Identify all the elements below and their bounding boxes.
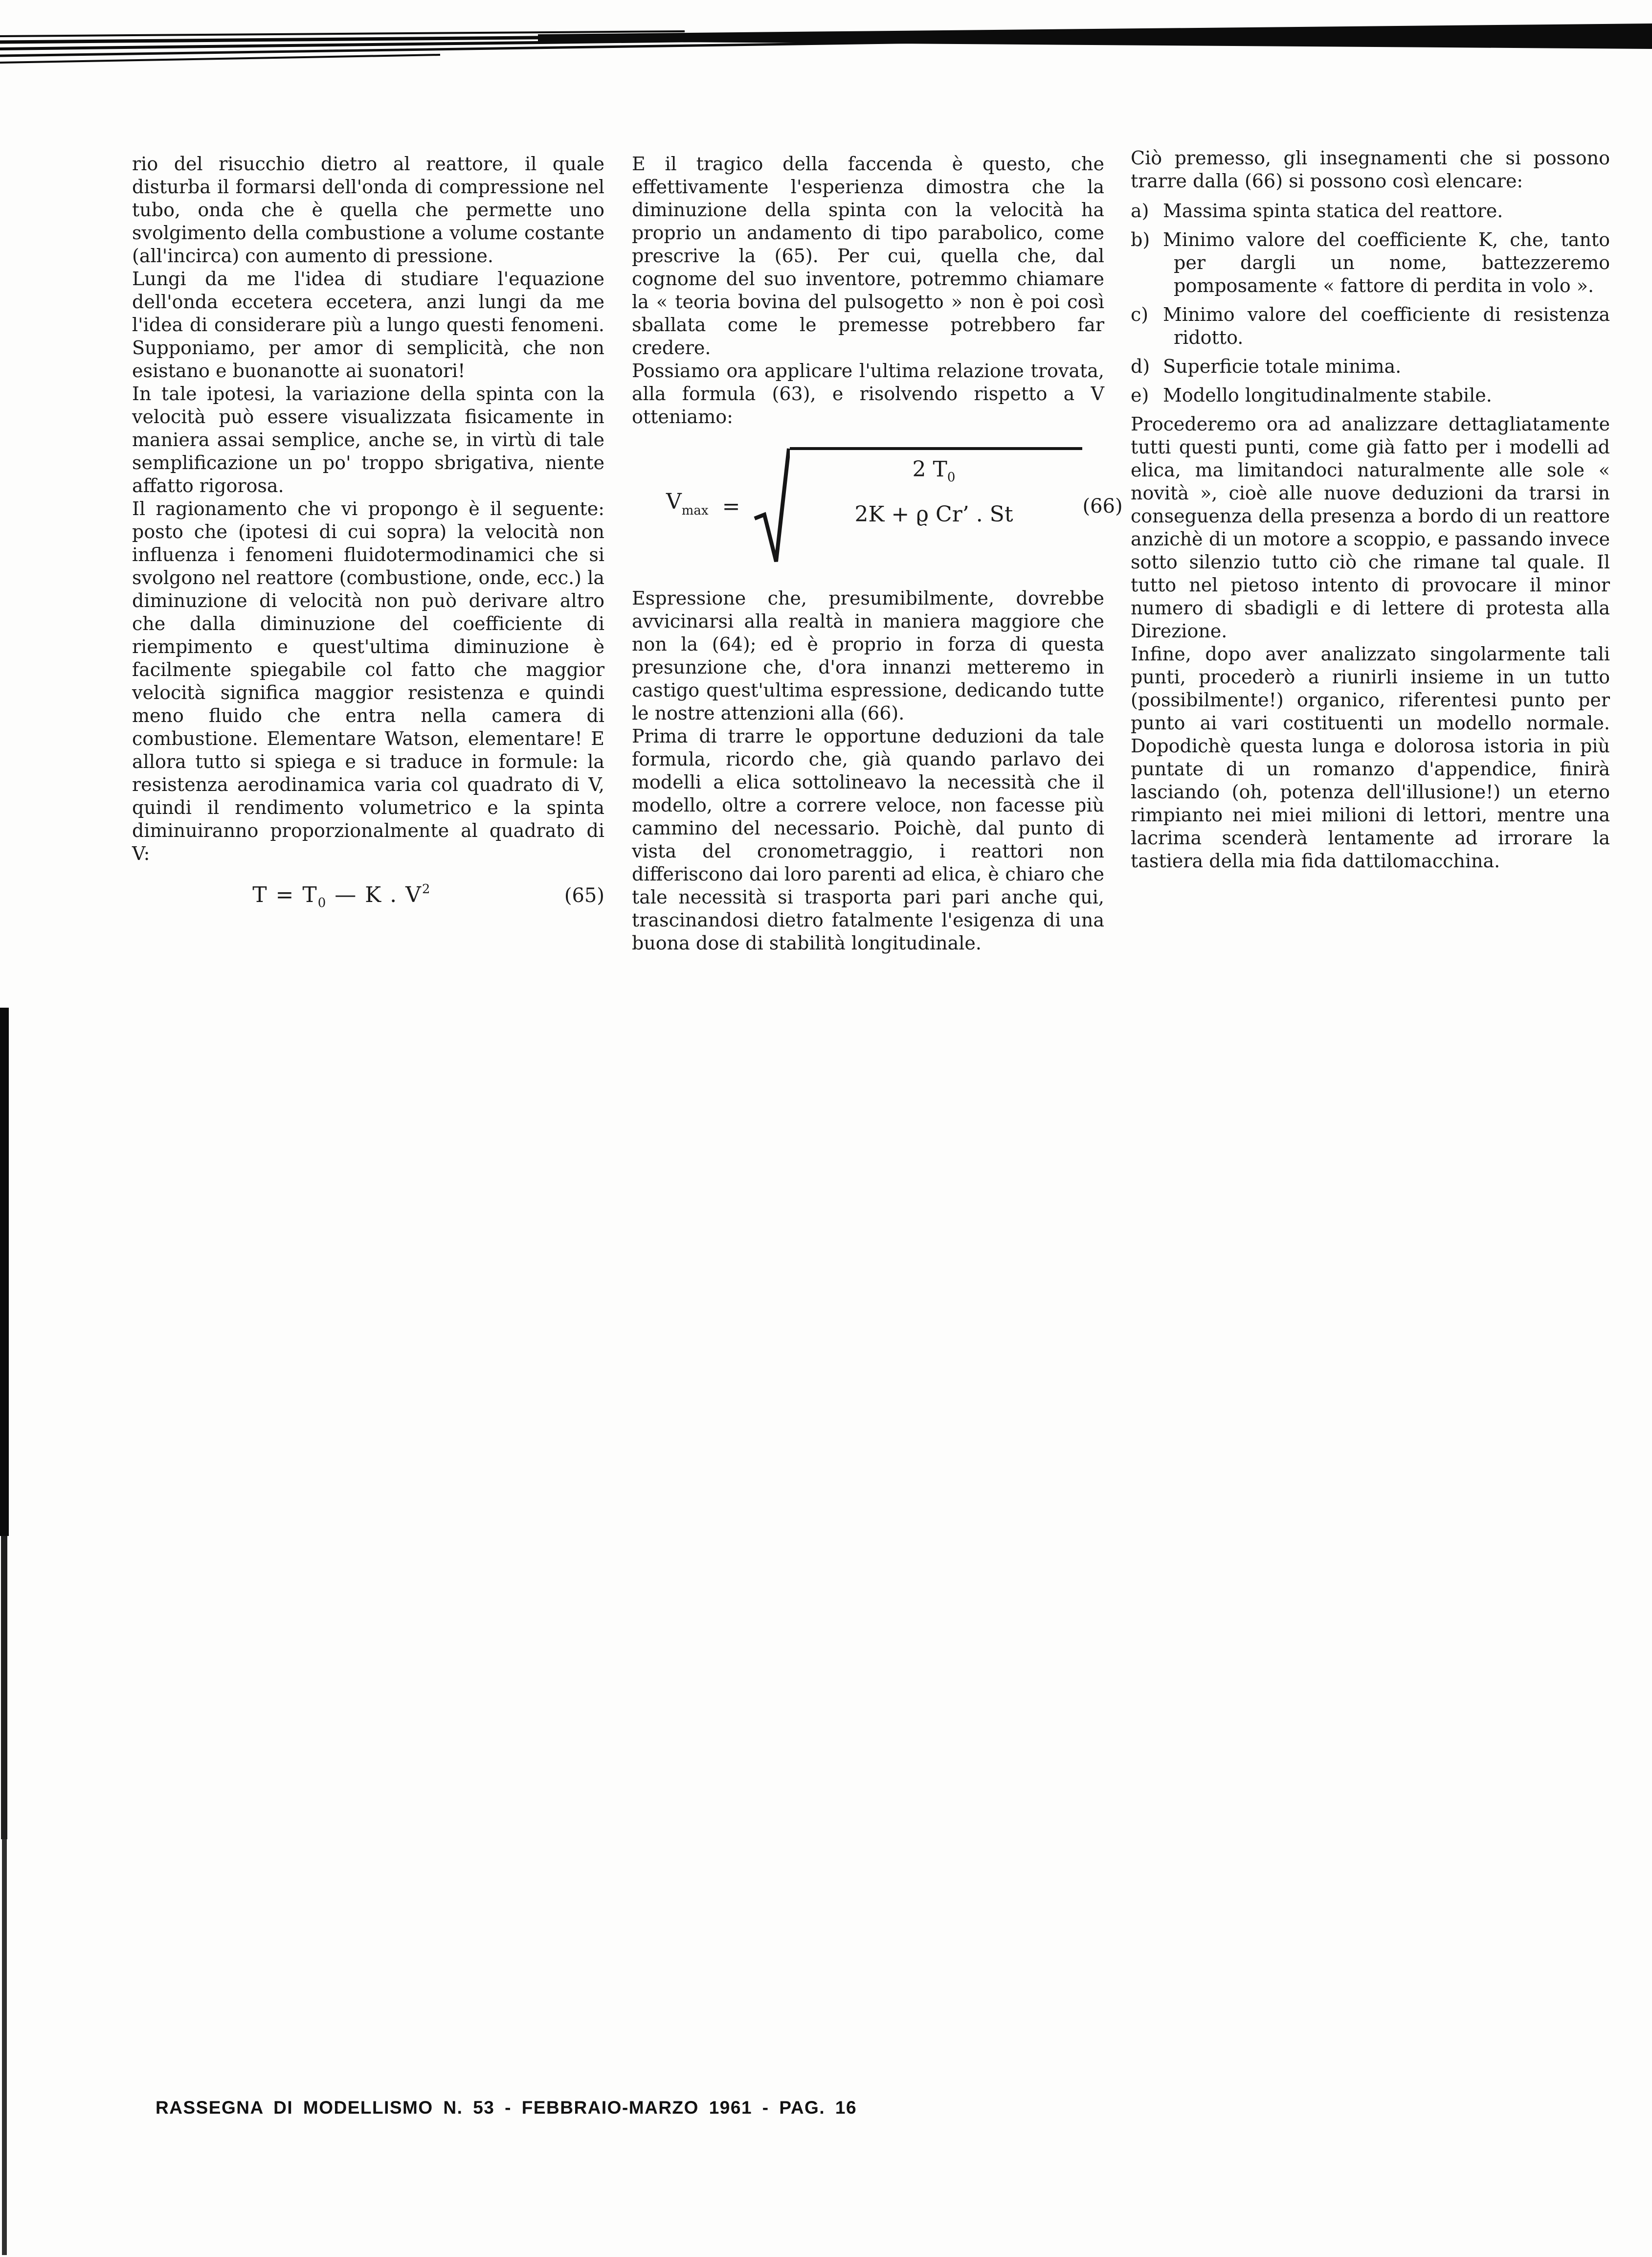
- paragraph: In tale ipotesi, la variazione della spinta con la velocità può essere visualizzata fisicamente in maniera assai semplice, anche se, in virtù di tale semplificazione un po' troppo sbrigativa, niente affatto rigorosa.: [132, 383, 604, 497]
- formula-66: [632, 445, 1123, 567]
- formula-65: [132, 878, 604, 915]
- list-item: c) Minimo valore del coefficiente di resistenza ridotto.: [1131, 304, 1610, 348]
- page-footer: RASSEGNA DI MODELLISMO N. 53 - FEBBRAIO-MARZO 1961 - PAG. 16: [156, 2098, 857, 2118]
- column-right: [1131, 147, 1610, 873]
- square-root: [754, 445, 1082, 567]
- paragraph: Procederemo ora ad analizzare dettagliatamente tutti questi punti, come già fatto per i modelli ad elica, ma limitandoci naturalmente alle sole « novità », cioè alle nuove deduzioni da trarsi in conseguenza della presenza a bordo di un reattore anzichè di un motore a scoppio, e passando invece sotto silenzio tutto ciò che rimane tal quale. Il tutto nel pietoso intento di provocare il minor numero di sbadigli e di lettere di protesta alla Direzione.: [1131, 413, 1610, 642]
- formula-66-number: (66): [1082, 495, 1123, 518]
- paragraph: Infine, dopo aver analizzato singolarmente tali punti, procederò a riunirli insieme in un tutto (possibilmente!) organico, riferentesi punto per punto ai vari costituenti un modello normale. Dopodichè questa lunga e dolorosa istoria in più puntate di un romanzo d'appendice, finirà lasciando (oh, potenza dell'illusione!) un eterno rimpianto nei miei milioni di lettori, mentre una lacrima scenderà lentamente ad irrorare la tastiera della mia fida dattilomacchina.: [1131, 643, 1610, 872]
- radical-sign-icon: [754, 445, 790, 567]
- formula-66-lhs: $V_{max}$: [666, 489, 709, 518]
- paragraph: Espressione che, presumibilmente, dovrebbe avvicinarsi alla realtà in maniera maggiore che non la (64); ed è proprio in forza di questa presunzione che, d'ora innanzi metteremo in castigo quest'ultima espressione, dedicando tutte le nostre attenzioni alla (66).: [632, 587, 1104, 724]
- list-marker: b): [1131, 229, 1150, 250]
- column-left: [132, 153, 604, 920]
- equals-sign: =: [722, 494, 740, 519]
- formula-66-fraction: [790, 447, 1082, 527]
- paragraph: Lungi da me l'idea di studiare l'equazione dell'onda eccetera eccetera, anzi lungi da me l'idea di considerare più a lungo questi fenomeni. Supponiamo, per amor di semplicità, che non esistano e buonanotte ai suonatori!: [132, 268, 604, 382]
- list-item: b) Minimo valore del coefficiente K, che, tanto per dargli un nome, battezzeremo pomposamente « fattore di perdita in volo ».: [1131, 229, 1610, 296]
- paragraph: Il ragionamento che vi propongo è il seguente: posto che (ipotesi di cui sopra) la velocità non influenza i fenomeni fluidotermodinamici che si svolgono nel reattore (combustione, onde, ecc.) la diminuzione di velocità non può derivare altro che dalla diminuzione del coefficiente di riempimento e quest'ultima diminuzione è facilmente spiegabile col fatto che maggior velocità significa maggior resistenza e quindi meno fluido che entra nella camera di combustione. Elementare Watson, elementare! E allora tutto si spiega e si traduce in formule: la resistenza aerodinamica varia col quadrato di V, quindi il rendimento volumetrico e la spinta diminuiranno proporzionalmente al quadrato di V:: [132, 498, 604, 864]
- column-middle: [632, 153, 1123, 955]
- paragraph: E il tragico della faccenda è questo, che effettivamente l'esperienza dimostra che la diminuzione della spinta con la velocità ha proprio un andamento di tipo parabolico, come prescrive la (65). Per cui, quella che, dal cognome del suo inventore, potremmo chiamare la « teoria bovina del pulsogetto » non è poi così sballata come le premesse potrebbero far credere.: [632, 153, 1104, 359]
- formula-65-expression: $T = T_0$ — K . $V^2$: [252, 882, 431, 910]
- list-item: e) Modello longitudinalmente stabile.: [1131, 384, 1492, 406]
- fraction-numerator: 2 $T_0$: [912, 457, 956, 485]
- list-item: d) Superficie totale minima.: [1131, 356, 1402, 377]
- formula-65-number: (65): [564, 884, 604, 907]
- list-item: a) Massima spinta statica del reattore.: [1131, 200, 1503, 222]
- list-marker: c): [1131, 304, 1149, 325]
- lettered-list: [1131, 200, 1610, 407]
- list-marker: e): [1131, 384, 1149, 406]
- fraction-denominator: 2K + ϱ Cr’ . St: [854, 502, 1013, 527]
- paragraph: Ciò premesso, gli insegnamenti che si possono trarre dalla (66) si possono così elencare:: [1131, 147, 1610, 192]
- list-marker: a): [1131, 200, 1149, 222]
- paragraph: Possiamo ora applicare l'ultima relazione trovata, alla formula (63), e risolvendo rispetto a V otteniamo:: [632, 360, 1104, 428]
- paragraph: rio del risucchio dietro al reattore, il quale disturba il formarsi dell'onda di compressione nel tubo, onda che è quella che permette uno svolgimento della combustione a volume costante (all'incirca) con aumento di pressione.: [132, 153, 604, 267]
- list-marker: d): [1131, 356, 1150, 377]
- paragraph: Prima di trarre le opportune deduzioni da tale formula, ricordo che, già quando parlavo dei modelli a elica sottolineavo la necessità che il modello, oltre a correre veloce, non facesse più cammino del necessario. Poichè, dal punto di vista del cronometraggio, i reattori non differiscono dai loro parenti ad elica, è chiaro che tale necessità si trasporta pari pari anche qui, trascinandosi dietro fatalmente l'esigenza di una buona dose di stabilità longitudinale.: [632, 725, 1104, 954]
- scan-artifact-left-edge: [0, 998, 20, 2257]
- scan-artifact-top: [0, 0, 1652, 73]
